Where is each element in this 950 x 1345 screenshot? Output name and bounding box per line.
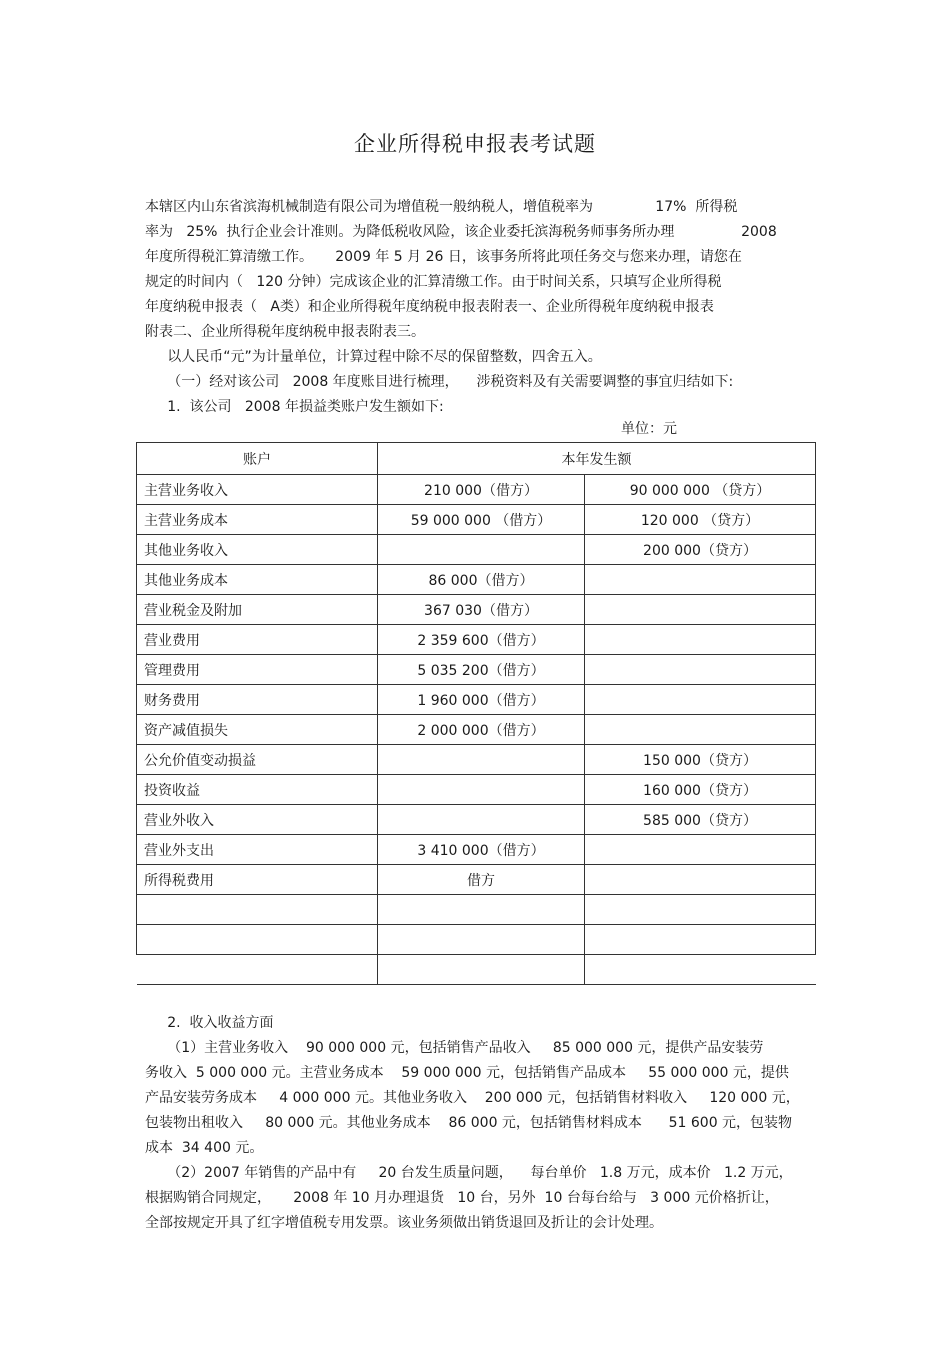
table-row bbox=[137, 505, 816, 535]
credit-cell bbox=[585, 565, 816, 595]
account-cell: 所得税费用 bbox=[137, 865, 378, 895]
intro-line: 本辖区内山东省滨海机械制造有限公司为增值税一般纳税人，增值税率为 17% 所得税 bbox=[145, 199, 738, 215]
table-row bbox=[137, 715, 816, 745]
table-row bbox=[137, 625, 816, 655]
account-cell: 主营业务成本 bbox=[137, 505, 378, 535]
debit-cell bbox=[378, 925, 585, 955]
debit-cell: 210 000（借方） bbox=[378, 475, 585, 505]
table-row bbox=[137, 835, 816, 865]
credit-cell bbox=[585, 835, 816, 865]
table-row bbox=[137, 865, 816, 895]
unit-label: 单位：元 bbox=[621, 421, 677, 437]
account-cell: 管理费用 bbox=[137, 655, 378, 685]
debit-cell bbox=[378, 535, 585, 565]
account-cell: 主营业务收入 bbox=[137, 475, 378, 505]
body-line: （1）主营业务收入 90 000 000 元，包括销售产品收入 85 000 000 元，提供产品安装劳 bbox=[145, 1040, 764, 1056]
debit-cell: 86 000（借方） bbox=[378, 565, 585, 595]
table-row bbox=[137, 475, 816, 505]
body-line: 成本 34 400 元。 bbox=[145, 1140, 264, 1156]
account-cell bbox=[137, 925, 378, 955]
table-row bbox=[137, 535, 816, 565]
account-cell: 其他业务成本 bbox=[137, 565, 378, 595]
debit-cell bbox=[378, 895, 585, 925]
account-cell: 营业费用 bbox=[137, 625, 378, 655]
table-row bbox=[137, 955, 816, 985]
debit-cell: 59 000 000 （借方） bbox=[378, 505, 585, 535]
body-line: 根据购销合同规定， 2008 年 10 月办理退货 10 台，另外 10 台每台给与 3 000 元价格折让， bbox=[145, 1190, 779, 1206]
debit-cell bbox=[378, 745, 585, 775]
table-row bbox=[137, 565, 816, 595]
body-line: （2）2007 年销售的产品中有 20 台发生质量问题， 每台单价 1.8 万元，成本价 1.2 万元， bbox=[145, 1165, 793, 1181]
credit-cell: 585 000（贷方） bbox=[585, 805, 816, 835]
table-row bbox=[137, 805, 816, 835]
debit-cell bbox=[378, 775, 585, 805]
body-line: 全部按规定开具了红字增值税专用发票。该业务须做出销货退回及折让的会计处理。 bbox=[145, 1215, 663, 1231]
table-row bbox=[137, 655, 816, 685]
account-cell: 投资收益 bbox=[137, 775, 378, 805]
account-cell: 公允价值变动损益 bbox=[137, 745, 378, 775]
body-line: 务收入 5 000 000 元。主营业务成本 59 000 000 元，包括销售产品成本 55 000 000 元，提供 bbox=[145, 1065, 789, 1081]
account-cell bbox=[137, 955, 378, 985]
table-row bbox=[137, 895, 816, 925]
credit-cell bbox=[585, 895, 816, 925]
credit-cell bbox=[585, 625, 816, 655]
page-title: 企业所得税申报表考试题 bbox=[354, 132, 596, 156]
account-cell: 财务费用 bbox=[137, 685, 378, 715]
credit-cell bbox=[585, 655, 816, 685]
credit-cell: 160 000（贷方） bbox=[585, 775, 816, 805]
debit-cell: 5 035 200（借方） bbox=[378, 655, 585, 685]
debit-cell bbox=[378, 805, 585, 835]
credit-cell: 200 000（贷方） bbox=[585, 535, 816, 565]
table-row bbox=[137, 925, 816, 955]
credit-cell bbox=[585, 685, 816, 715]
ledger-table bbox=[136, 442, 816, 985]
table-row bbox=[137, 595, 816, 625]
credit-cell bbox=[585, 595, 816, 625]
body-line: 2. 收入收益方面 bbox=[145, 1015, 274, 1031]
intro-line: （一）经对该公司 2008 年度账目进行梳理， 涉税资料及有关需要调整的事宜归结如下: bbox=[145, 374, 734, 390]
debit-cell bbox=[378, 955, 585, 985]
account-cell: 营业外收入 bbox=[137, 805, 378, 835]
debit-cell: 1 960 000（借方） bbox=[378, 685, 585, 715]
header-amount: 本年发生额 bbox=[378, 443, 816, 475]
intro-line: 年度所得税汇算清缴工作。 2009 年 5 月 26 日，该事务所将此项任务交与您来办理，请您在 bbox=[145, 249, 742, 265]
table-row bbox=[137, 685, 816, 715]
credit-cell bbox=[585, 715, 816, 745]
account-cell: 营业外支出 bbox=[137, 835, 378, 865]
credit-cell: 120 000 （贷方） bbox=[585, 505, 816, 535]
body-line: 包装物出租收入 80 000 元。其他业务成本 86 000 元，包括销售材料成本 51 600 元，包装物 bbox=[145, 1115, 793, 1131]
body-line: 产品安装劳务成本 4 000 000 元。其他业务收入 200 000 元，包括销售材料收入 120 000 元， bbox=[145, 1090, 800, 1106]
intro-line: 1. 该公司 2008 年损益类账户发生额如下: bbox=[145, 399, 444, 415]
intro-line: 规定的时间内（ 120 分钟）完成该企业的汇算清缴工作。由于时间关系，只填写企业所得税 bbox=[145, 274, 722, 290]
intro-line: 以人民币“元”为计量单位，计算过程中除不尽的保留整数，四舍五入。 bbox=[145, 349, 602, 365]
intro-line: 附表二、企业所得税年度纳税申报表附表三。 bbox=[145, 324, 425, 340]
table-header-row bbox=[137, 443, 816, 475]
credit-cell bbox=[585, 925, 816, 955]
debit-cell: 2 359 600（借方） bbox=[378, 625, 585, 655]
table-row bbox=[137, 745, 816, 775]
debit-cell: 2 000 000（借方） bbox=[378, 715, 585, 745]
account-cell bbox=[137, 895, 378, 925]
account-cell: 其他业务收入 bbox=[137, 535, 378, 565]
account-cell: 资产减值损失 bbox=[137, 715, 378, 745]
header-account: 账户 bbox=[137, 443, 378, 475]
credit-cell bbox=[585, 865, 816, 895]
debit-cell: 367 030（借方） bbox=[378, 595, 585, 625]
intro-line: 年度纳税申报表（ A类）和企业所得税年度纳税申报表附表一、企业所得税年度纳税申报表 bbox=[145, 299, 714, 315]
credit-cell bbox=[585, 955, 816, 985]
debit-cell: 3 410 000（借方） bbox=[378, 835, 585, 865]
intro-line: 率为 25% 执行企业会计准则。为降低税收风险，该企业委托滨海税务师事务所办理 2008 bbox=[145, 224, 777, 240]
credit-cell: 90 000 000 （贷方） bbox=[585, 475, 816, 505]
table-row bbox=[137, 775, 816, 805]
account-cell: 营业税金及附加 bbox=[137, 595, 378, 625]
debit-cell: 借方 bbox=[378, 865, 585, 895]
credit-cell: 150 000（贷方） bbox=[585, 745, 816, 775]
